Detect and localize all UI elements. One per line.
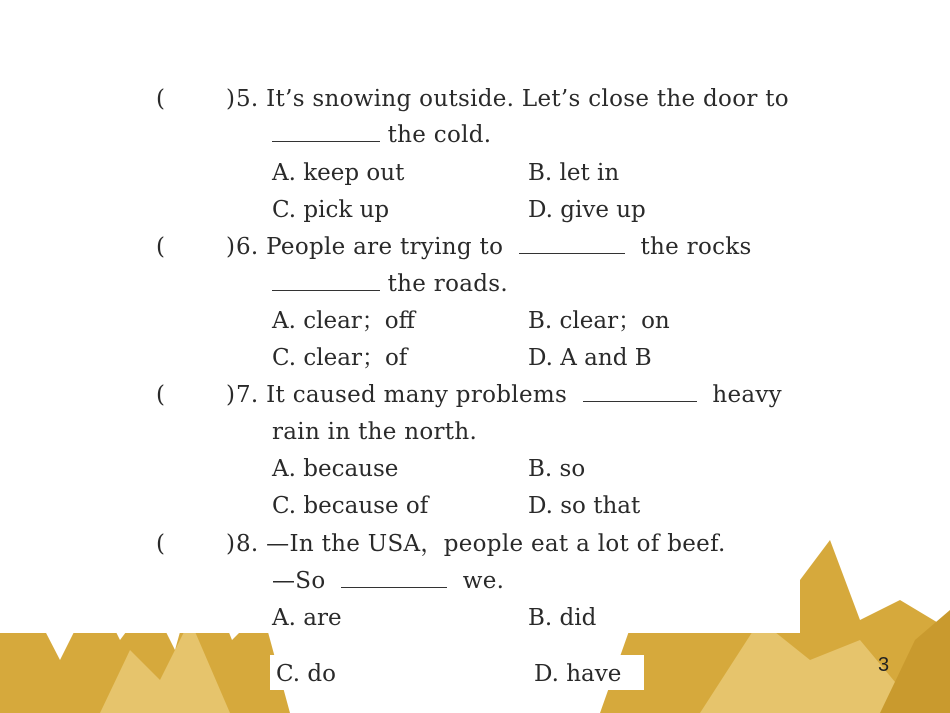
question-6-line1 (236, 232, 752, 262)
question-text: the roads. (387, 271, 508, 297)
question-8-line1 (236, 529, 726, 559)
option-c: C. because of (272, 493, 429, 519)
answer-blank (272, 121, 380, 142)
option-b: B. clear；on (528, 308, 670, 334)
question-7-line1 (236, 380, 782, 410)
option-c: C. clear；of (272, 345, 408, 371)
question-text: It caused many problems (266, 382, 568, 408)
question-text: heavy (712, 382, 782, 408)
option-c: C. do (276, 661, 336, 687)
question-text: the rocks (640, 234, 752, 260)
option-b: B. let in (528, 160, 620, 186)
answer-paren-open-6: ( (156, 234, 165, 260)
question-text: —In the USA，people eat a lot of beef. (266, 531, 726, 557)
option-a: A. are (272, 605, 342, 631)
question-5-line1 (236, 84, 789, 114)
question-text: It’s snowing outside. Let’s close the door to (266, 86, 789, 112)
option-c: C. pick up (272, 197, 390, 223)
option-d: D. A and B (528, 345, 652, 371)
question-text: People are trying to (266, 234, 504, 260)
question-8-line2 (272, 566, 504, 596)
question-5-line2 (272, 120, 491, 150)
option-b: B. so (528, 456, 586, 482)
question-text: the cold. (387, 122, 492, 148)
option-d: D. so that (528, 493, 641, 519)
answer-paren-close-6: ) (226, 234, 235, 260)
question-6-line2 (272, 269, 508, 299)
answer-paren-open-5: ( (156, 86, 165, 112)
answer-paren-open-8: ( (156, 531, 165, 557)
question-number: 5. (236, 86, 259, 112)
option-a: A. keep out (272, 160, 405, 186)
answer-paren-close-5: ) (226, 86, 235, 112)
answer-paren-open-7: ( (156, 382, 165, 408)
answer-paren-close-7: ) (226, 382, 235, 408)
option-d: D. have (534, 661, 622, 687)
answer-blank (583, 381, 697, 402)
question-text: —So (272, 568, 326, 594)
option-b: B. did (528, 605, 597, 631)
option-a: A. because (272, 456, 399, 482)
answer-blank (272, 270, 380, 291)
answer-blank (519, 233, 625, 254)
answer-blank (341, 567, 447, 588)
question-text: we. (462, 568, 505, 594)
question-number: 8. (236, 531, 259, 557)
question-7-line2: rain in the north. (272, 419, 478, 445)
option-a: A. clear；off (272, 308, 415, 334)
page-number: 3 (878, 654, 890, 676)
answer-paren-close-8: ) (226, 531, 235, 557)
question-number: 7. (236, 382, 259, 408)
option-d: D. give up (528, 197, 646, 223)
question-number: 6. (236, 234, 259, 260)
